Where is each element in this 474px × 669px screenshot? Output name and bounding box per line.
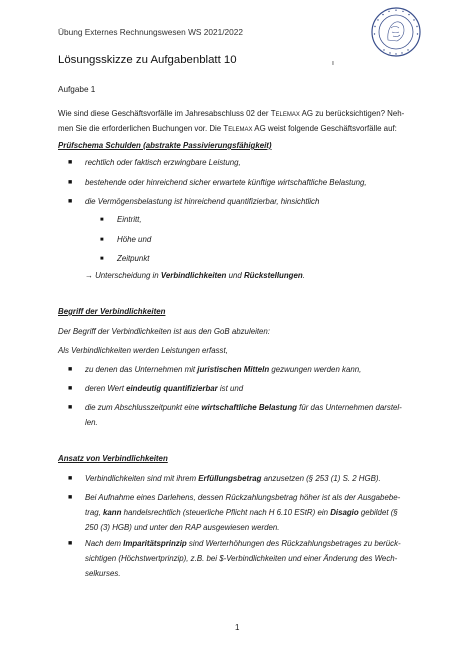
square-bullet-icon: ■ [68, 404, 73, 411]
square-bullet-icon: ■ [100, 256, 104, 262]
ansatz-item-3-line-2: sichtigen (Höchstwertprinzip), z.B. bei $-Verbindlichkeiten und einer Änderung des Wech- [85, 554, 398, 563]
begriff-item-3-cont: len. [85, 418, 98, 427]
square-bullet-icon: ■ [68, 179, 73, 186]
tick-mark: ı [332, 60, 334, 67]
ansatz-item-2-line-3: 250 (3) HGB) und unter den RAP ausgewiesen werden. [85, 523, 280, 532]
ansatz-item-2-line-1: Bei Aufnahme eines Darlehens, dessen Rückzahlungsbetrag höher ist als der Ausgabebe- [85, 493, 401, 502]
pruef-conclusion: → Unterscheidung in Verbindlichkeiten und Rückstellungen. [85, 271, 305, 280]
begriff-para-1: Der Begriff der Verbindlichkeiten ist aus den GoB abzuleiten: [58, 327, 270, 336]
square-bullet-icon: ■ [68, 540, 73, 547]
university-seal-icon [370, 6, 422, 58]
square-bullet-icon: ■ [68, 159, 73, 166]
pruef-sub-3: Zeitpunkt [117, 254, 150, 263]
intro-line-1: Wie sind diese Geschäftsvorfälle im Jahresabschluss 02 der Telemax AG zu berücksichtigen? Neh- [58, 109, 405, 118]
company-name: Telemax [223, 124, 253, 133]
square-bullet-icon: ■ [68, 475, 73, 482]
ansatz-heading: Ansatz von Verbindlichkeiten [58, 454, 168, 463]
arrow-right-icon: → [85, 271, 93, 280]
square-bullet-icon: ■ [68, 198, 73, 205]
begriff-para-2: Als Verbindlichkeiten werden Leistungen erfasst, [58, 346, 228, 355]
ansatz-item-2-line-2: trag, kann handelsrechtlich (steuerliche Pflicht nach H 6.10 EStR) ein Disagio gebildet (§ [85, 508, 398, 517]
begriff-item-1: zu denen das Unternehmen mit juristischen Mitteln gezwungen werden kann, [85, 365, 362, 374]
pruef-sub-2: Höhe und [117, 235, 152, 244]
pruef-item-3: die Vermögensbelastung ist hinreichend quantifizierbar, hinsichtlich [85, 197, 320, 206]
aufgabe-heading: Aufgabe 1 [58, 85, 96, 94]
page-title: Lösungsskizze zu Aufgabenblatt 10 [58, 54, 237, 66]
begriff-item-3: die zum Abschlusszeitpunkt eine wirtschaftliche Belastung für das Unternehmen darstel- [85, 403, 402, 412]
ansatz-item-3-line-3: selkurses. [85, 569, 121, 578]
square-bullet-icon: ■ [100, 237, 104, 243]
ansatz-item-1: Verbindlichkeiten sind mit ihrem Erfüllungsbetrag anzusetzen (§ 253 (1) S. 2 HGB). [85, 474, 381, 483]
square-bullet-icon: ■ [100, 217, 104, 223]
intro-line-2: men Sie die erforderlichen Buchungen vor. Die Telemax AG weist folgende Geschäftsvorfälle auf: [58, 124, 397, 133]
pruef-item-2: bestehende oder hinreichend sicher erwartete künftige wirtschaftliche Belastung, [85, 178, 367, 187]
pruef-item-1: rechtlich oder faktisch erzwingbare Leistung, [85, 158, 241, 167]
page-number: 1 [235, 623, 240, 632]
pruef-sub-1: Eintritt, [117, 215, 142, 224]
square-bullet-icon: ■ [68, 385, 73, 392]
square-bullet-icon: ■ [68, 366, 73, 373]
pruefschema-heading: Prüfschema Schulden (abstrakte Passivierungsfähigkeit) [58, 141, 272, 150]
header-course: Übung Externes Rechnungswesen WS 2021/2022 [58, 27, 243, 37]
square-bullet-icon: ■ [68, 494, 73, 501]
begriff-heading: Begriff der Verbindlichkeiten [58, 307, 166, 316]
company-name: Telemax [270, 109, 300, 118]
ansatz-item-3-line-1: Nach dem Imparitätsprinzip sind Werterhöhungen des Rückzahlungsbetrages zu berück- [85, 539, 401, 548]
begriff-item-2: deren Wert eindeutig quantifizierbar ist und [85, 384, 244, 393]
